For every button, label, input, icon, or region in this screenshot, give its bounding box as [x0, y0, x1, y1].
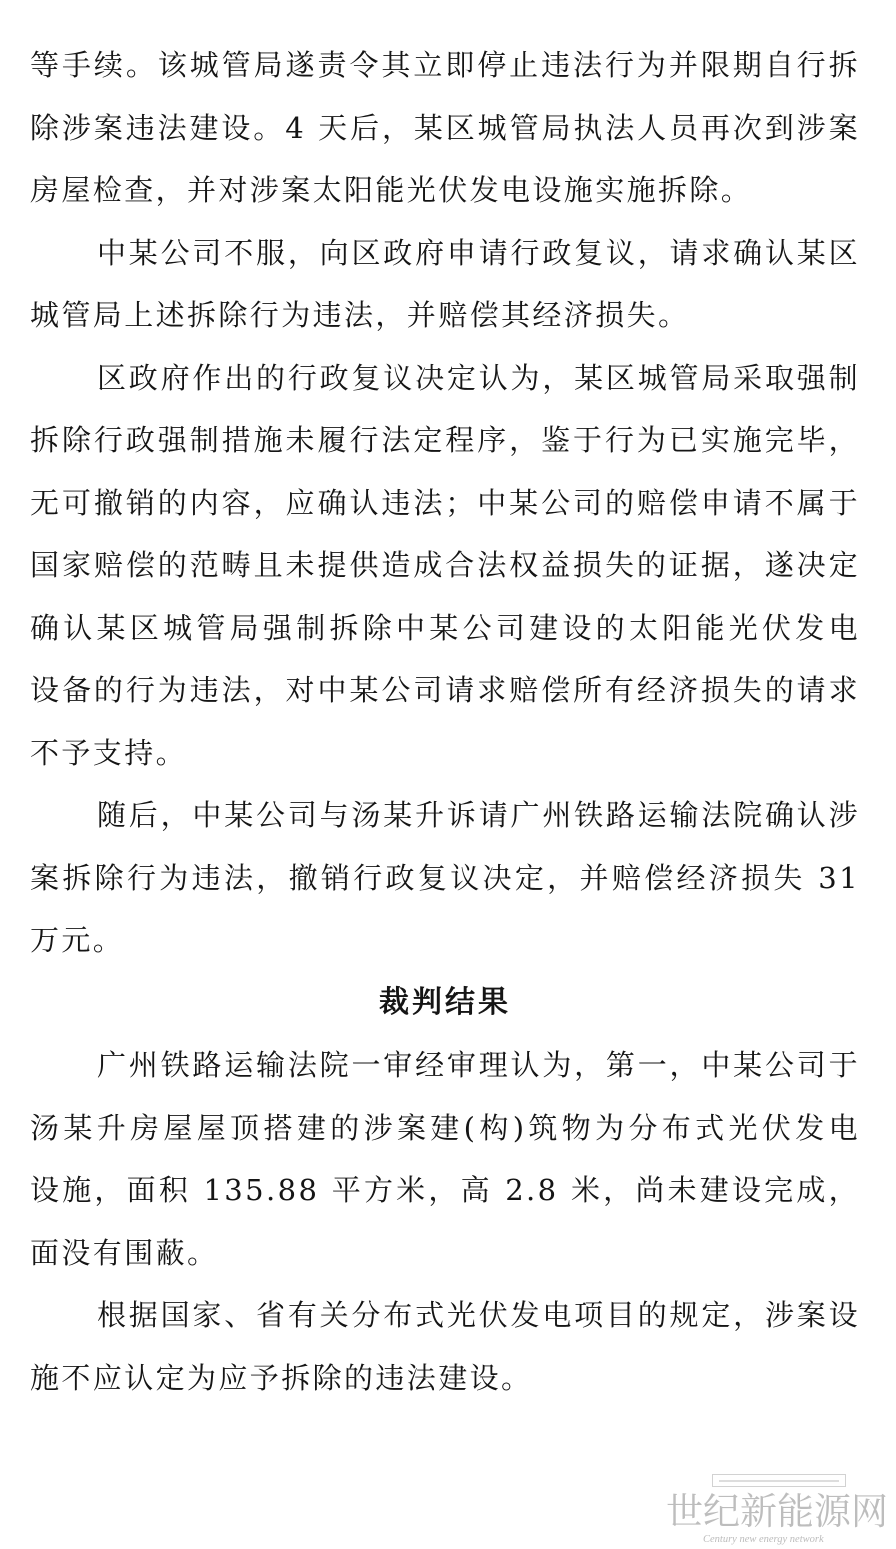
section-heading: 裁判结果 [379, 984, 511, 1020]
text-line: 根据国家、省有关分布式光伏发电项目的规定，涉案设 [97, 1298, 860, 1332]
text-line: 设施，面积 135.88 平方米，高 2.8 米，尚未建设完成， [30, 1173, 860, 1207]
watermark-logo-text: 世纪新能源网 [666, 1490, 888, 1533]
text-line: 面没有围蔽。 [30, 1235, 219, 1270]
text-line: 等手续。该城管局遂责令其立即停止违法行为并限期自行拆 [30, 48, 860, 82]
text-line: 除涉案违法建设。4 天后，某区城管局执法人员再次到涉案 [30, 110, 860, 145]
text-line: 广州铁路运输法院一审经审理认为，第一，中某公司于 [97, 1048, 860, 1082]
text-line: 案拆除行为违法，撤销行政复议决定，并赔偿经济损失 31 [30, 860, 860, 895]
text-line: 拆除行政强制措施未履行法定程序，鉴于行为已实施完毕， [30, 423, 860, 457]
paragraph [30, 222, 860, 347]
text-line: 确认某区城管局强制拆除中某公司建设的太阳能光伏发电 [30, 610, 860, 645]
text-line: 中某公司不服，向区政府申请行政复议，请求确认某区 [97, 235, 860, 270]
watermark-tagline-box [712, 1474, 846, 1487]
paragraph [30, 1284, 860, 1409]
text-line: 施不应认定为应予拆除的违法建设。 [30, 1360, 533, 1395]
text-line: 无可撤销的内容，应确认违法；中某公司的赔偿申请不属于 [30, 485, 860, 520]
text-line: 城管局上述拆除行为违法，并赔偿其经济损失。 [30, 298, 690, 332]
text-line: 房屋检查，并对涉案太阳能光伏发电设施实施拆除。 [30, 173, 753, 207]
text-line: 万元。 [30, 923, 125, 957]
text-line: 国家赔偿的范畴且未提供造成合法权益损失的证据，遂决定 [30, 548, 860, 582]
text-line: 设备的行为违法，对中某公司请求赔偿所有经济损失的请求 [30, 673, 860, 707]
watermark-subtitle: Century new energy network [703, 1534, 824, 1545]
text-line: 不予支持。 [30, 735, 188, 770]
paragraph [30, 1034, 860, 1284]
watermark-tagline-mark [719, 1480, 839, 1482]
paragraph-continued [30, 34, 860, 222]
paragraph [30, 784, 860, 972]
document-body [30, 34, 860, 1409]
text-line: 随后，中某公司与汤某升诉请广州铁路运输法院确认涉 [97, 798, 860, 832]
paragraph [30, 347, 860, 785]
text-line: 汤某升房屋屋顶搭建的涉案建(构)筑物为分布式光伏发电 [30, 1110, 860, 1145]
text-line: 区政府作出的行政复议决定认为，某区城管局采取强制 [97, 360, 860, 395]
